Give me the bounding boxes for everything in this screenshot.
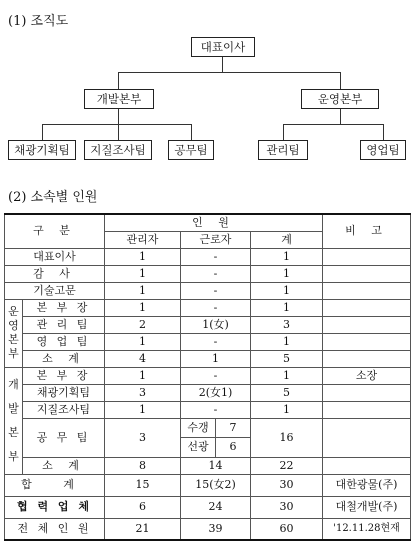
org-node-dev-division: 개발본부 — [84, 89, 154, 109]
table-row — [5, 518, 411, 540]
org-connector — [118, 109, 119, 124]
cell-admin: 3 — [105, 418, 181, 457]
row-label: 공 무 팀 — [23, 418, 105, 457]
org-node-ops-division: 운영본부 — [301, 89, 379, 109]
sub-value-dressing: 6 — [229, 440, 237, 454]
cell-remark: 대한광물(주) — [323, 474, 411, 496]
org-node-admin-team: 관리팀 — [258, 140, 308, 160]
org-connector — [42, 124, 192, 125]
cell-admin: 1 — [105, 265, 181, 282]
cell-admin: 21 — [105, 518, 181, 540]
group-label-ops-division: 운 영 본 부 — [5, 299, 23, 367]
row-label: 관 리 팀 — [23, 316, 105, 333]
cell-remark — [323, 333, 411, 350]
row-label: 대표이사 — [5, 248, 105, 265]
row-label: 합 계 — [5, 474, 105, 496]
cell-remark: 소장 — [323, 367, 411, 384]
cell-total: 3 — [251, 316, 323, 333]
table-row — [5, 418, 411, 457]
cell-remark — [323, 265, 411, 282]
org-connector — [118, 72, 341, 73]
cell-worker: 24 — [181, 496, 251, 518]
table-row — [5, 474, 411, 496]
cell-admin: 8 — [105, 457, 181, 474]
cell-worker: 2(女1) — [181, 384, 251, 401]
cell-worker: - — [181, 282, 251, 299]
cell-worker: - — [181, 265, 251, 282]
cell-total: 5 — [251, 350, 323, 367]
header-total: 계 — [251, 231, 323, 248]
cell-admin: 6 — [105, 496, 181, 518]
org-connector — [283, 124, 284, 140]
cell-admin: 1 — [105, 282, 181, 299]
cell-remark — [323, 299, 411, 316]
table-row — [5, 496, 411, 518]
sub-label-dressing: 선광 — [181, 438, 216, 457]
org-node-public-works-team: 공무팀 — [168, 140, 214, 160]
header-staff: 인 원 — [105, 214, 323, 231]
cell-worker: 39 — [181, 518, 251, 540]
header-admin: 관리자 — [105, 231, 181, 248]
cell-admin: 2 — [105, 316, 181, 333]
table-header-row — [5, 214, 411, 231]
cell-worker: - — [181, 299, 251, 316]
table-row — [5, 384, 411, 401]
cell-total: 1 — [251, 333, 323, 350]
cell-worker: - — [181, 367, 251, 384]
org-connector — [191, 124, 192, 140]
org-connector — [340, 72, 341, 89]
cell-remark — [323, 350, 411, 367]
org-connector — [42, 124, 43, 140]
cell-admin: 4 — [105, 350, 181, 367]
cell-remark — [323, 457, 411, 474]
row-label: 영 업 팀 — [23, 333, 105, 350]
cell-total: 1 — [251, 401, 323, 418]
org-node-ceo: 대표이사 — [191, 37, 255, 57]
cell-total: 22 — [251, 457, 323, 474]
table-row — [5, 367, 411, 384]
org-node-sales-team: 영업팀 — [360, 140, 406, 160]
cell-admin: 1 — [105, 401, 181, 418]
cell-total: 5 — [251, 384, 323, 401]
table-row — [5, 316, 411, 333]
cell-total: 1 — [251, 367, 323, 384]
org-connector — [222, 57, 223, 72]
table-row — [5, 333, 411, 350]
cell-total: 1 — [251, 299, 323, 316]
row-label: 소 계 — [23, 350, 105, 367]
cell-worker-breakdown — [181, 418, 251, 457]
org-node-geology-team: 지질조사팀 — [84, 140, 152, 160]
cell-remark — [323, 282, 411, 299]
row-label: 본 부 장 — [23, 299, 105, 316]
cell-total: 1 — [251, 282, 323, 299]
table-row — [5, 248, 411, 265]
cell-total: 60 — [251, 518, 323, 540]
sub-label-shaft: 수갱 — [181, 419, 216, 438]
cell-worker: 15(女2) — [181, 474, 251, 496]
cell-admin: 1 — [105, 333, 181, 350]
cell-admin: 1 — [105, 367, 181, 384]
org-connector — [340, 109, 341, 124]
table-row — [5, 265, 411, 282]
row-label: 전 체 인 원 — [5, 518, 105, 540]
cell-total: 1 — [251, 248, 323, 265]
section-title-org-chart: (1) 조직도 — [8, 14, 69, 29]
header-remark: 비 고 — [323, 214, 411, 248]
cell-total: 1 — [251, 265, 323, 282]
header-group: 구 분 — [5, 214, 105, 248]
row-label: 본 부 장 — [23, 367, 105, 384]
cell-total: 30 — [251, 474, 323, 496]
cell-remark: 대철개발(주) — [323, 496, 411, 518]
cell-remark — [323, 384, 411, 401]
group-label-dev-division: 개 발 본 부 — [5, 367, 23, 474]
org-connector — [283, 124, 384, 125]
staff-table — [4, 213, 411, 541]
cell-worker: - — [181, 248, 251, 265]
table-row — [5, 299, 411, 316]
cell-total: 30 — [251, 496, 323, 518]
header-worker: 근로자 — [181, 231, 251, 248]
cell-admin: 1 — [105, 299, 181, 316]
cell-worker: 1 — [181, 350, 251, 367]
cell-remark: '12.11.28현재 — [323, 518, 411, 540]
table-row — [5, 282, 411, 299]
row-label: 협 력 업 체 — [5, 496, 105, 518]
cell-worker: - — [181, 401, 251, 418]
cell-admin: 1 — [105, 248, 181, 265]
table-row — [5, 457, 411, 474]
row-label: 지질조사팀 — [23, 401, 105, 418]
cell-admin: 3 — [105, 384, 181, 401]
section-title-staff: (2) 소속별 인원 — [8, 190, 98, 205]
org-node-mining-planning-team: 채광기획팀 — [8, 140, 76, 160]
cell-remark — [323, 248, 411, 265]
row-label: 감 사 — [5, 265, 105, 282]
org-connector — [118, 124, 119, 140]
cell-worker: - — [181, 333, 251, 350]
row-label: 기술고문 — [5, 282, 105, 299]
row-label: 채광기획팀 — [23, 384, 105, 401]
sub-value-shaft: 7 — [216, 419, 251, 438]
table-row — [5, 401, 411, 418]
org-connector — [118, 72, 119, 89]
cell-worker: 1(女) — [181, 316, 251, 333]
cell-remark — [323, 418, 411, 457]
worker-breakdown — [181, 419, 250, 457]
cell-admin: 15 — [105, 474, 181, 496]
cell-total: 16 — [251, 418, 323, 457]
cell-remark — [323, 401, 411, 418]
cell-worker: 14 — [181, 457, 251, 474]
cell-remark — [323, 316, 411, 333]
org-connector — [383, 124, 384, 140]
row-label: 소 계 — [23, 457, 105, 474]
table-row — [5, 350, 411, 367]
